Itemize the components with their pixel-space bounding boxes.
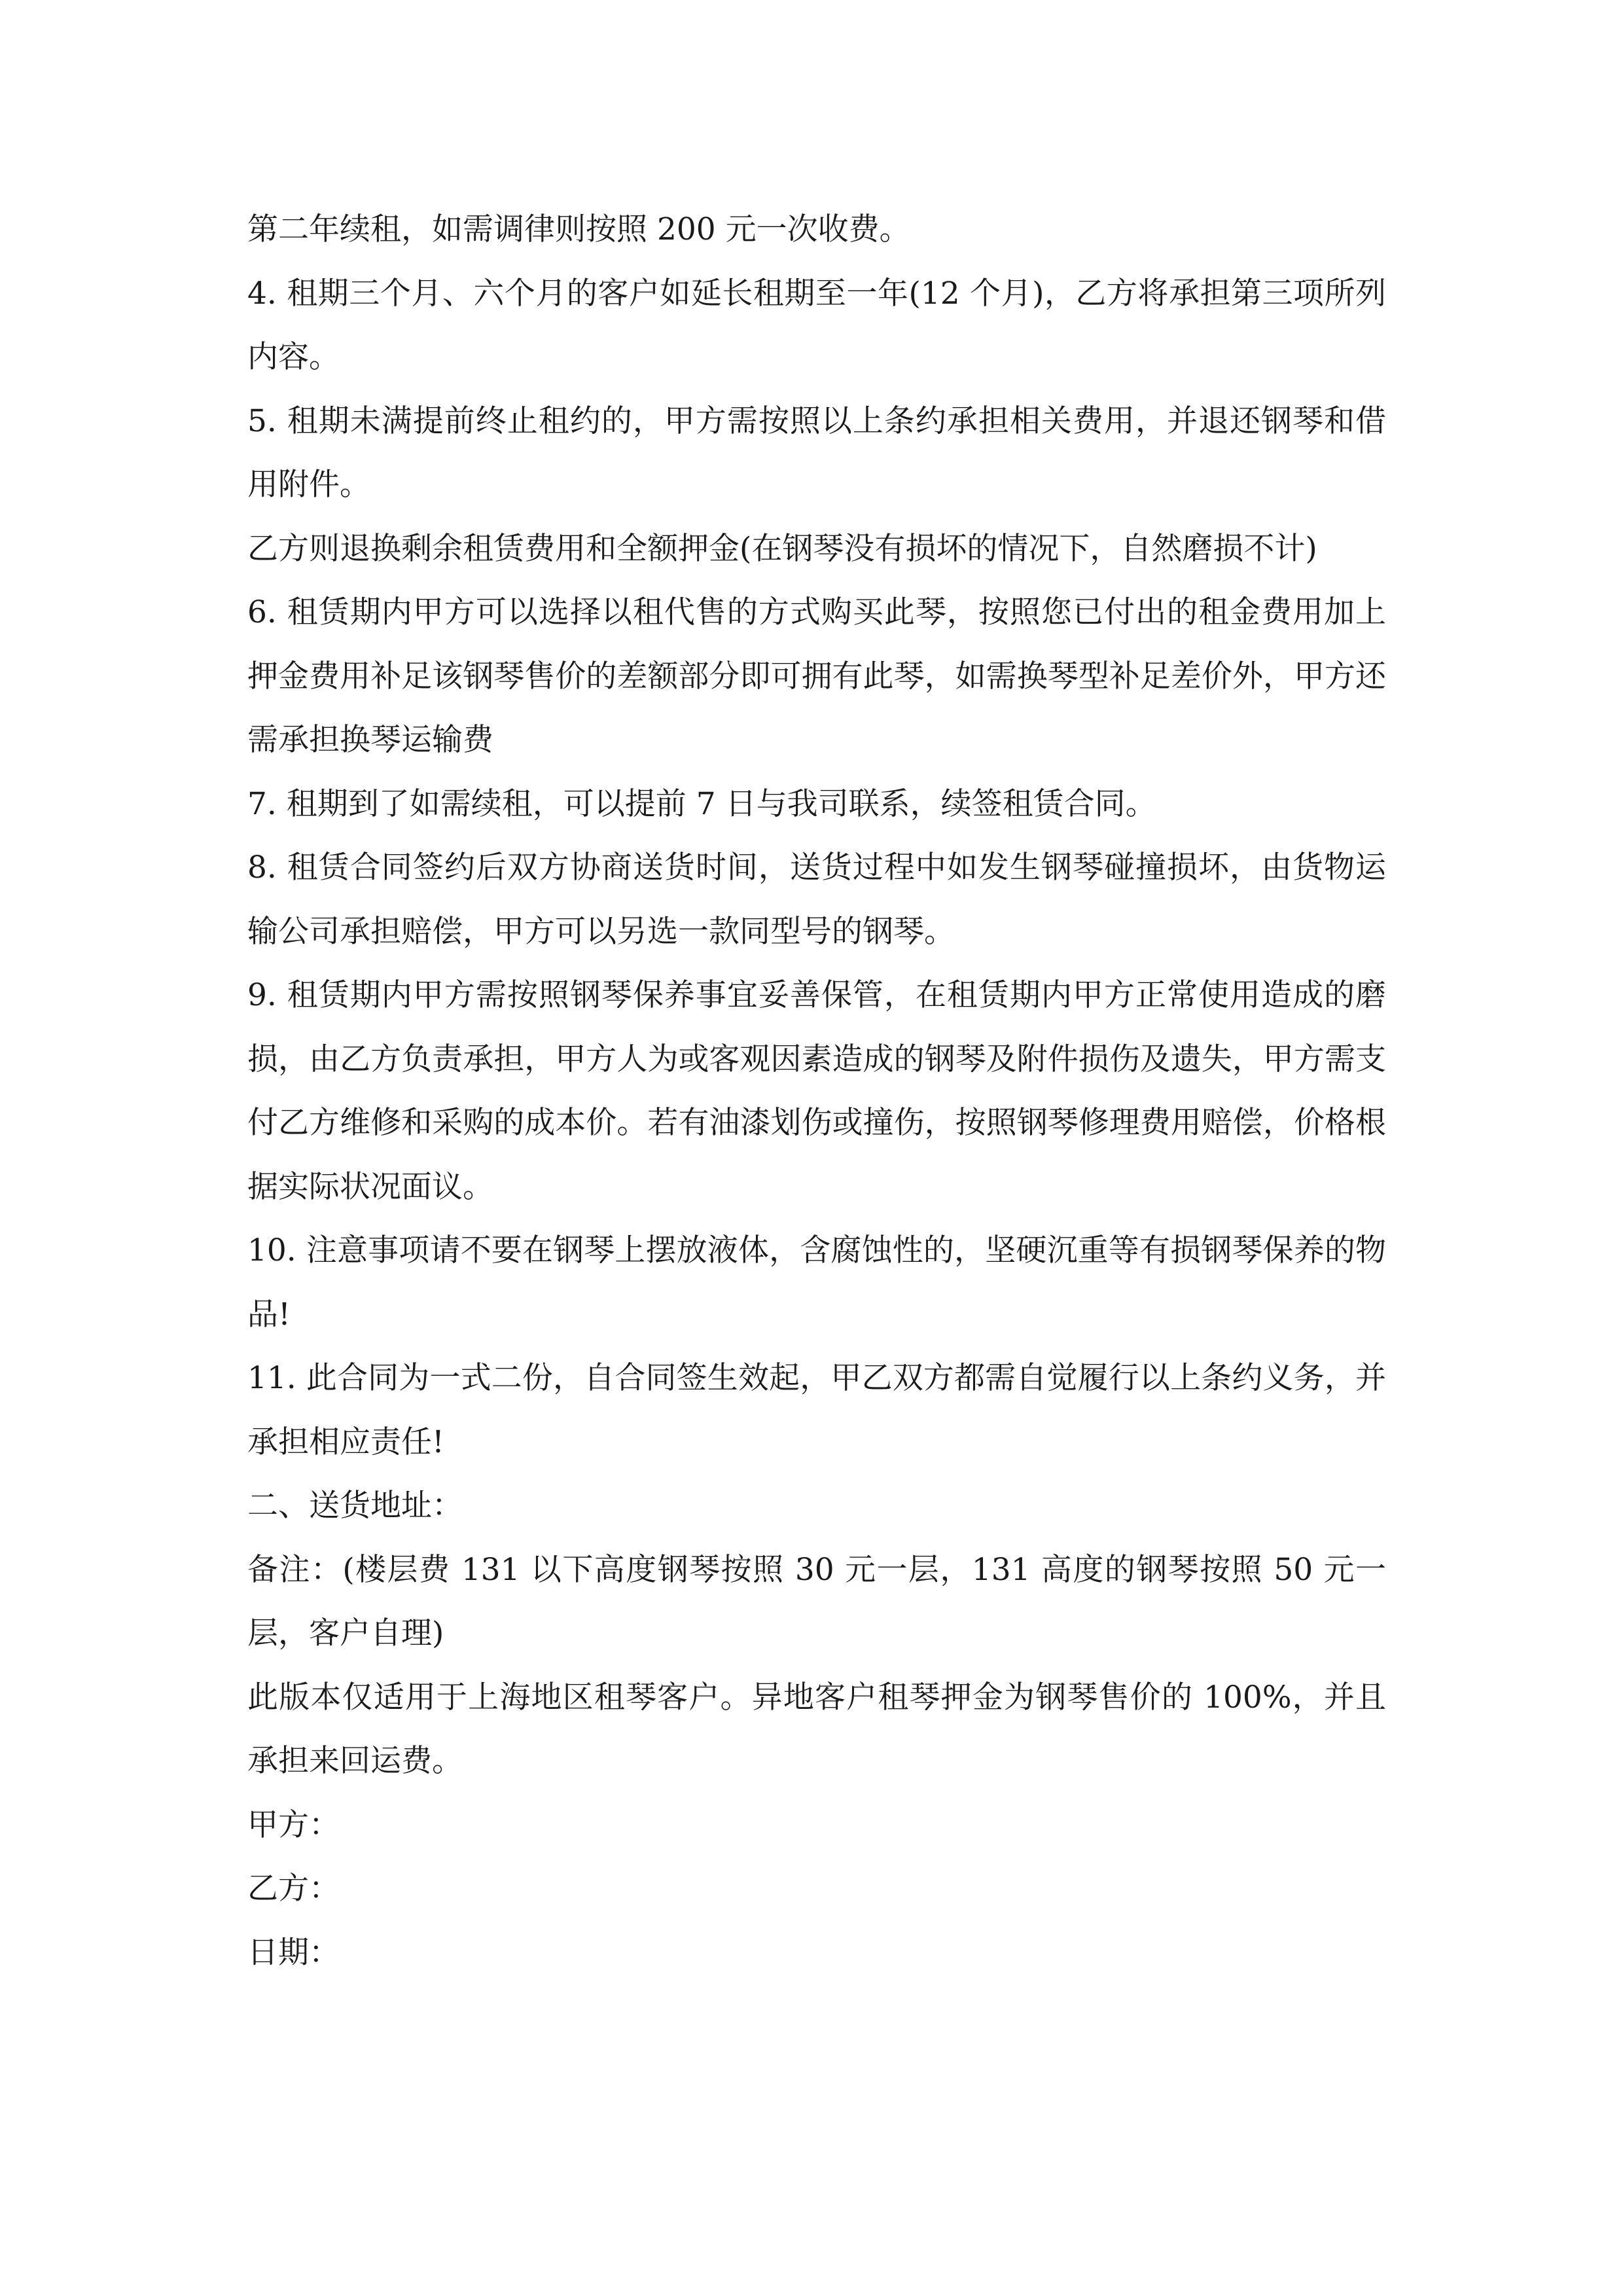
clause-6: 6. 租赁期内甲方可以选择以租代售的方式购买此琴，按照您已付出的租金费用加上押金费用补足该钢琴售价的差额部分即可拥有此琴，如需换琴型补足差价外，甲方还需承担换琴运输费 (247, 594, 1386, 758)
note-floor-fee: 备注：(楼层费 131 以下高度钢琴按照 30 元一层，131 高度的钢琴按照 50 元一层，客户自理) (247, 1551, 1386, 1651)
clause-7: 7. 租期到了如需续租，可以提前 7 日与我司联系，续签租赁合同。 (247, 785, 1156, 822)
clause-10: 10. 注意事项请不要在钢琴上摆放液体，含腐蚀性的，坚硬沉重等有损钢琴保养的物品! (247, 1232, 1386, 1333)
clause-5: 5. 租期未满提前终止租约的，甲方需按照以上条约承担相关费用，并退还钢琴和借用附件。 (247, 403, 1386, 503)
signature-party-b: 乙方： (247, 1871, 340, 1907)
note-shanghai-only: 此版本仅适用于上海地区租琴客户。异地客户租琴押金为钢琴售价的 100%，并且承担来回运费。 (247, 1679, 1386, 1779)
clause-5-refund: 乙方则退换剩余租赁费用和全额押金(在钢琴没有损坏的情况下，自然磨损不计) (247, 530, 1317, 567)
signature-party-a: 甲方： (247, 1806, 340, 1843)
paragraph-renewal-tuning: 第二年续租，如需调律则按照 200 元一次收费。 (247, 211, 910, 247)
section-delivery-address: 二、送货地址： (247, 1488, 463, 1524)
signature-date: 日期： (247, 1934, 340, 1971)
clause-4: 4. 租期三个月、六个月的客户如延长租期至一年(12 个月)，乙方将承担第三项所列内容。 (247, 275, 1386, 375)
clause-9: 9. 租赁期内甲方需按照钢琴保养事宜妥善保管，在租赁期内甲方正常使用造成的磨损，由乙方负责承担，甲方人为或客观因素造成的钢琴及附件损伤及遗失，甲方需支付乙方维修和采购的成本价。若有油漆划伤或撞伤，按照钢琴修理费用赔偿，价格根据实际状况面议。 (247, 977, 1386, 1205)
contract-body (247, 198, 1386, 1984)
clause-11: 11. 此合同为一式二份，自合同签生效起，甲乙双方都需自觉履行以上条约义务，并承担相应责任! (247, 1360, 1386, 1460)
clause-8: 8. 租赁合同签约后双方协商送货时间，送货过程中如发生钢琴碰撞损坏，由货物运输公司承担赔偿，甲方可以另选一款同型号的钢琴。 (247, 850, 1386, 950)
